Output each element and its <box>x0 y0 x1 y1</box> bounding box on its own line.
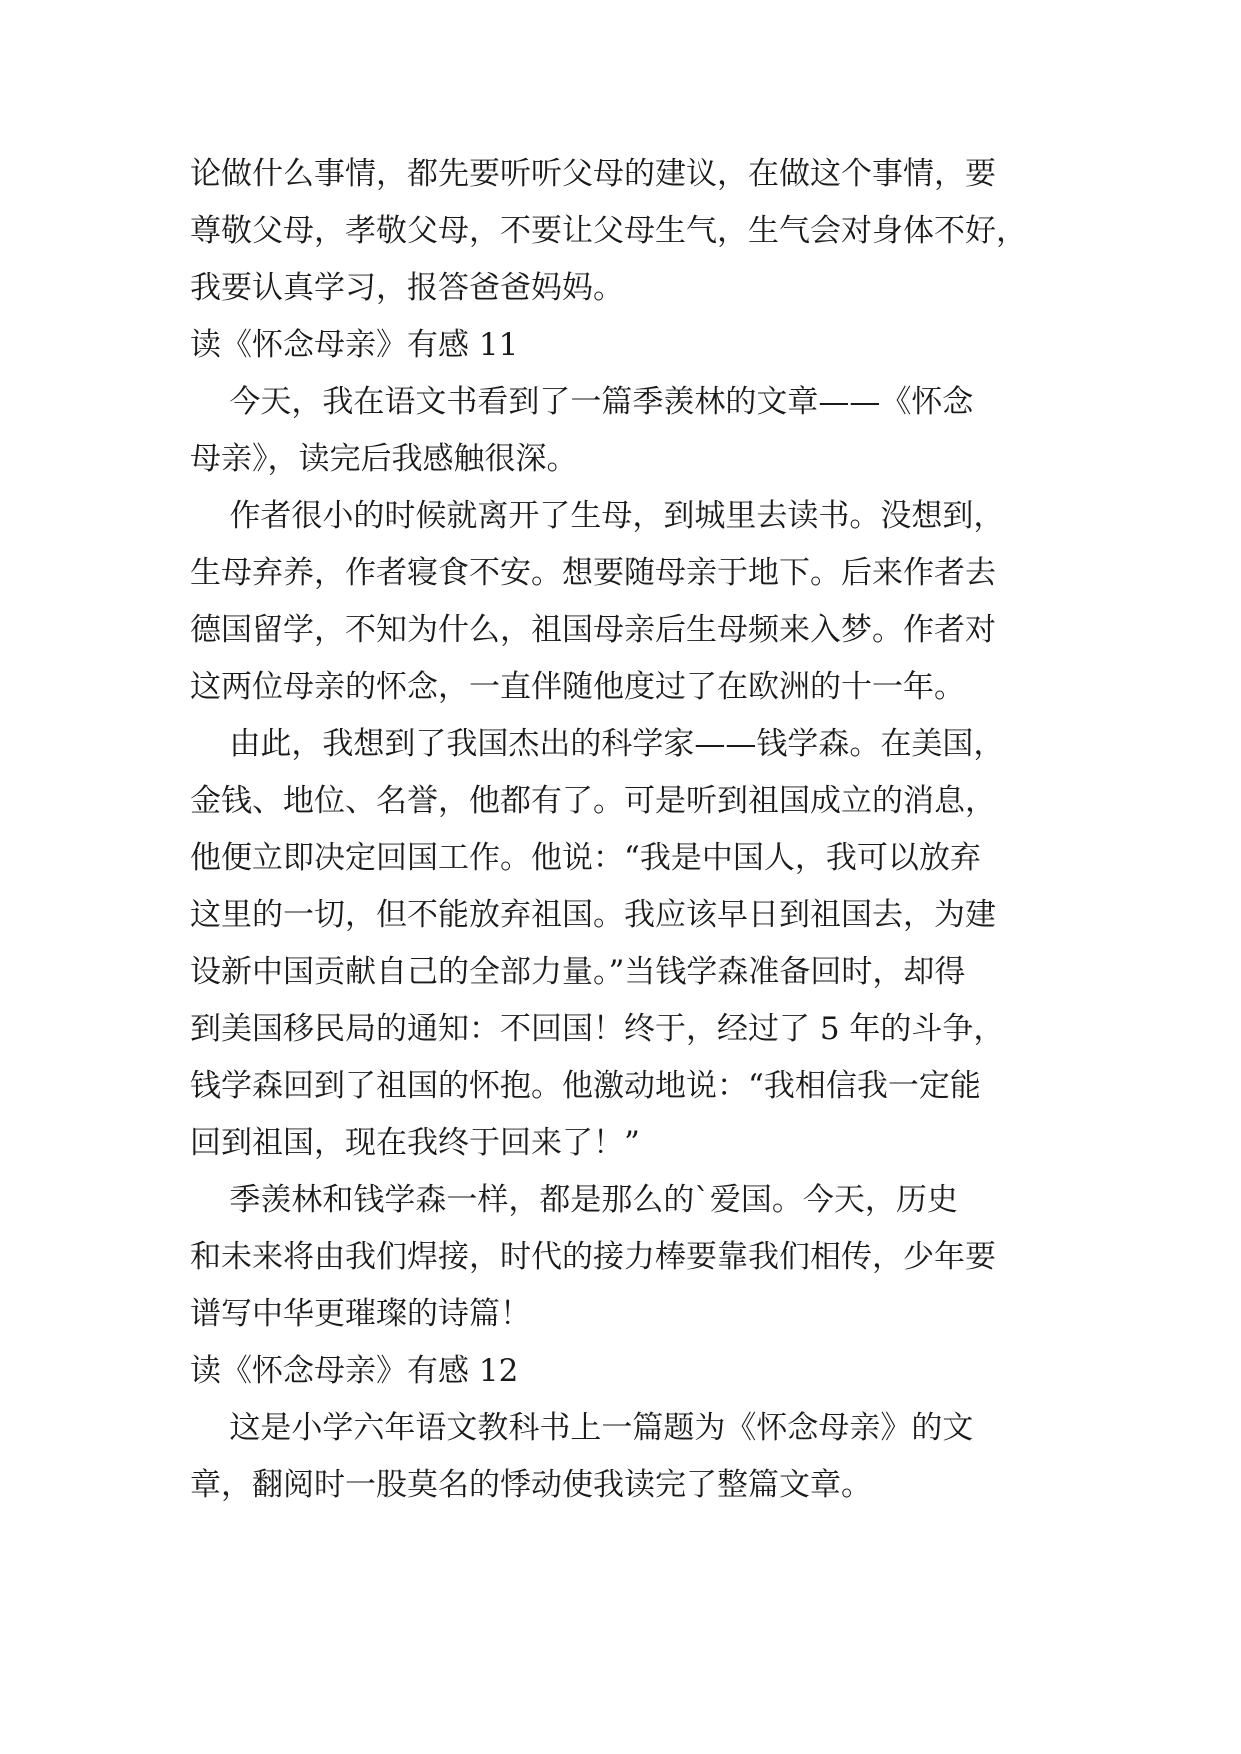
paragraph-line: 季羡林和钱学森一样，都是那么的`爱国。今天，历史 <box>190 1182 958 1218</box>
body-paragraph <box>190 146 1050 317</box>
paragraph-line: 论做什么事情，都先要听听父母的建议，在做这个事情，要 <box>190 156 996 192</box>
section-heading <box>190 317 1050 374</box>
paragraph-line: 回到祖国，现在我终于回来了！” <box>190 1125 640 1161</box>
paragraph-line: 这里的一切，但不能放弃祖国。我应该早日到祖国去，为建 <box>190 897 996 933</box>
paragraph-line: 到美国移民局的通知：不回国！终于，经过了 5 年的斗争， <box>190 1011 1005 1047</box>
paragraph-line: 这两位母亲的怀念，一直伴随他度过了在欧洲的十一年。 <box>190 669 965 705</box>
paragraph-line: 这是小学六年语文教科书上一篇题为《怀念母亲》的文 <box>190 1410 974 1446</box>
paragraph-line: 作者很小的时候就离开了生母，到城里去读书。没想到， <box>190 498 1005 534</box>
paragraph-line: 母亲》，读完后我感触很深。 <box>190 441 578 477</box>
heading-line: 读《怀念母亲》有感 11 <box>190 327 519 363</box>
paragraph-line: 生母弃养，作者寝食不安。想要随母亲于地下。后来作者去 <box>190 555 996 591</box>
heading-line: 读《怀念母亲》有感 12 <box>190 1353 519 1389</box>
paragraph-line: 德国留学，不知为什么，祖国母亲后生母频来入梦。作者对 <box>190 612 996 648</box>
paragraph-line: 章，翻阅时一股莫名的悸动使我读完了整篇文章。 <box>190 1467 872 1503</box>
paragraph-line: 谱写中华更璀璨的诗篇！ <box>190 1296 531 1332</box>
document-body <box>190 146 1050 1514</box>
paragraph-line: 和未来将由我们焊接，时代的接力棒要靠我们相传，少年要 <box>190 1239 996 1275</box>
paragraph-line: 尊敬父母，孝敬父母，不要让父母生气，生气会对身体不好， <box>190 213 1027 249</box>
body-paragraph <box>190 374 1050 488</box>
paragraph-line: 金钱、地位、名誉，他都有了。可是听到祖国成立的消息， <box>190 783 996 819</box>
paragraph-line: 他便立即决定回国工作。他说：“我是中国人，我可以放弃 <box>190 840 981 876</box>
body-paragraph <box>190 488 1050 716</box>
section-heading <box>190 1343 1050 1400</box>
body-paragraph <box>190 716 1050 1172</box>
paragraph-line: 我要认真学习，报答爸爸妈妈。 <box>190 270 624 306</box>
paragraph-line: 设新中国贡献自己的全部力量。”当钱学森准备回时，却得 <box>190 954 966 990</box>
paragraph-line: 今天，我在语文书看到了一篇季羡林的文章——《怀念 <box>190 384 974 420</box>
body-paragraph <box>190 1172 1050 1343</box>
paragraph-line: 由此，我想到了我国杰出的科学家——钱学森。在美国， <box>190 726 1005 762</box>
paragraph-line: 钱学森回到了祖国的怀抱。他激动地说：“我相信我一定能 <box>190 1068 981 1104</box>
body-paragraph <box>190 1400 1050 1514</box>
